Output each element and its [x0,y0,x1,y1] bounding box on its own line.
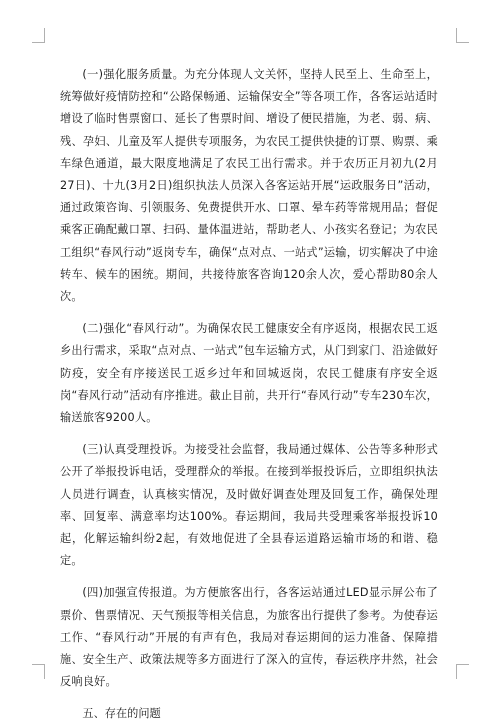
page-corner-mark-bottom-left [32,664,45,679]
paragraph-publicity: (四)加强宣传报道。为方便旅客出行，各客运站通过LED显示屏公布了票价、售票情况、天气预报等相关信息，为旅客出行提供了参考。为使春运工作、“春风行动”开展的有声有色，我局对春运期间的运力准备、保障措施、安全生产、政策法规等多方面进行了深入的宣传，春运秩序井然，社会反响良好。 [60,586,438,689]
section-heading-existing-problems: 五、存在的问题 [82,707,161,721]
paragraph-spring-wind-action: (二)强化“春风行动”。为确保农民工健康安全有序返岗，根据农民工返乡出行需求，采取“点对点、一站式”包车运输方式，从门到家门、沿途做好防疫，安全有序接送民工返乡过年和回城返岗，农民工健康有序安全返岗“春风行动”活动有序推进。截止目前，共开行“春风行动”专车230车次，输送旅客9200人。 [60,322,438,425]
paragraph-service-quality: (一)强化服务质量。为充分体现人文关怀，坚持人民至上、生命至上，统筹做好疫情防控和“公路保畅通、运输保安全”等各项工作，各客运站适时增设了临时售票窗口、延长了售票时间、增设了便民措施，为老、弱、病、残、孕妇、儿童及军人提供专项服务，为农民工提供快捷的订票、购票、乘车绿色通道，最大限度地满足了农民工出行需求。并于农历正月初九(2月27日)、十九(3月2日)组织执法人员深入各客运站开展“运政服务日”活动，通过政策咨询、引领服务、免费提供开水、口罩、晕车药等常规用品；督促乘客正确配戴口罩、扫码、量体温进站，帮助老人、小孩实名登记；为农民工组织“春风行动”返岗专车，确保“点对点、一站式”运输，切实解决了中途转车、候车的困统。期间，共接待旅客咨询120余人次，爱心帮助80余人次。 [60,68,438,304]
paragraph-complaint-handling: (三)认真受理投诉。为接受社会监督，我局通过媒体、公告等多种形式公开了举报投诉电话，受理群众的举报。在接到举报投诉后，立即组织执法人员进行调查，认真核实情况，及时做好调查处理及回复工作，确保处理率、回复率、满意率均达100%。春运期间，我局共受理乘客举报投诉10起，化解运输纠纷2起，有效地促进了全县春运道路运输市场的和谐、稳定。 [60,443,438,568]
document-body [60,64,438,725]
page-corner-mark-top-left [32,28,45,43]
page-corner-mark-bottom-right [456,664,469,679]
page-corner-mark-top-right [456,28,469,43]
